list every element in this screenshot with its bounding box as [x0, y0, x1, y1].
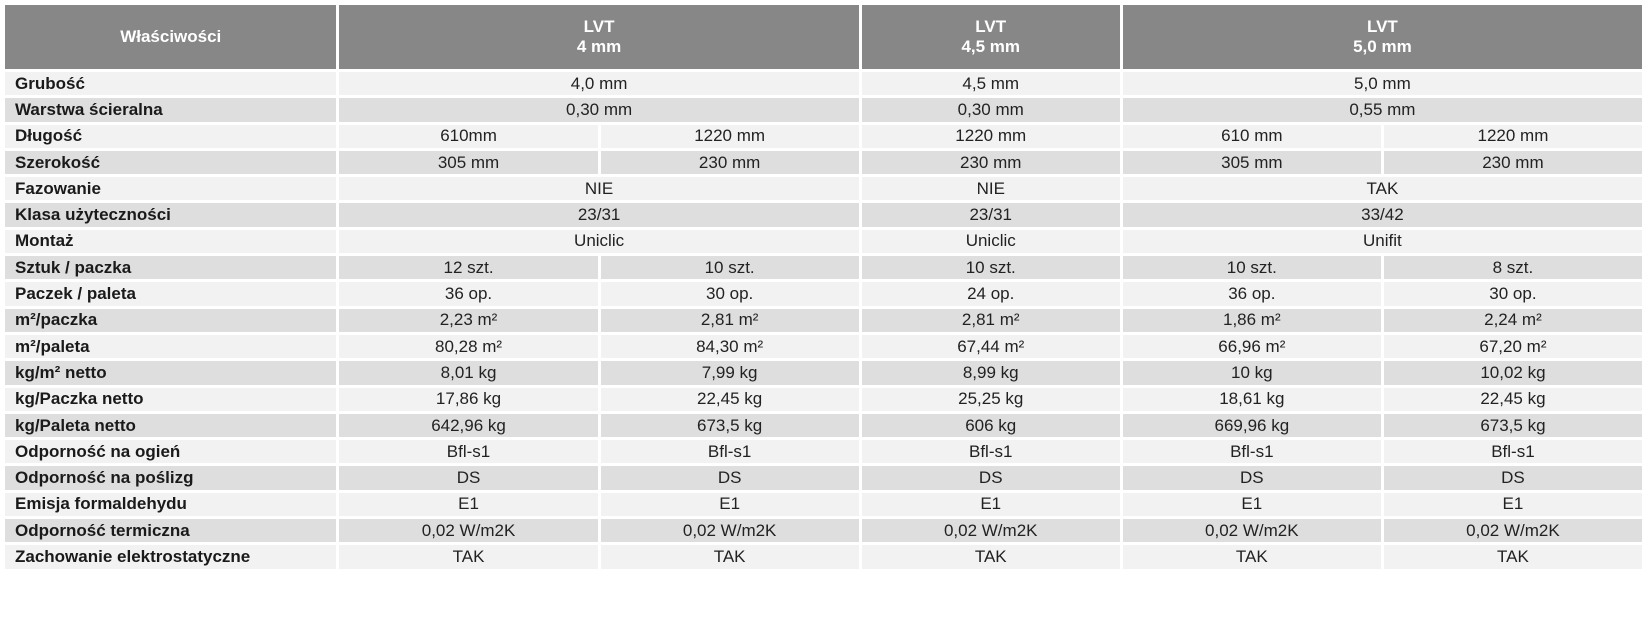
spec-table — [2, 2, 1645, 572]
row-label: Montaż — [4, 228, 338, 254]
row-label: Długość — [4, 123, 338, 149]
table-cell: 2,81 m² — [599, 307, 860, 333]
header-product-lvt-4-5mm: LVT 4,5 mm — [860, 4, 1121, 71]
table-row — [4, 123, 1644, 149]
table-cell: 17,86 kg — [338, 386, 599, 412]
table-row — [4, 386, 1644, 412]
table-cell: Uniclic — [338, 228, 860, 254]
table-cell: 8 szt. — [1382, 255, 1643, 281]
table-cell: Bfl-s1 — [860, 439, 1121, 465]
row-label: Szerokość — [4, 149, 338, 175]
table-cell: 8,99 kg — [860, 360, 1121, 386]
table-cell: NIE — [338, 176, 860, 202]
table-row — [4, 360, 1644, 386]
table-cell: 230 mm — [599, 149, 860, 175]
table-cell: 22,45 kg — [599, 386, 860, 412]
table-cell: 30 op. — [1382, 281, 1643, 307]
table-cell: 230 mm — [860, 149, 1121, 175]
header-product-lvt-5-0mm: LVT 5,0 mm — [1121, 4, 1643, 71]
table-cell: DS — [860, 465, 1121, 491]
table-cell: DS — [1382, 465, 1643, 491]
table-cell: 0,02 W/m2K — [1121, 518, 1382, 544]
table-cell: 4,5 mm — [860, 71, 1121, 97]
table-cell: 1220 mm — [860, 123, 1121, 149]
table-row — [4, 439, 1644, 465]
row-label: Odporność na ogień — [4, 439, 338, 465]
table-cell: TAK — [1121, 176, 1643, 202]
table-cell: 84,30 m² — [599, 333, 860, 359]
table-cell: 305 mm — [1121, 149, 1382, 175]
table-cell: E1 — [338, 491, 599, 517]
table-cell: 669,96 kg — [1121, 412, 1382, 438]
table-cell: 10 kg — [1121, 360, 1382, 386]
row-label: Zachowanie elektrostatyczne — [4, 544, 338, 570]
table-cell: TAK — [860, 544, 1121, 570]
table-cell: 0,02 W/m2K — [1382, 518, 1643, 544]
table-cell: TAK — [1121, 544, 1382, 570]
table-cell: 8,01 kg — [338, 360, 599, 386]
table-cell: E1 — [860, 491, 1121, 517]
table-cell: 2,23 m² — [338, 307, 599, 333]
row-label: Fazowanie — [4, 176, 338, 202]
row-label: Sztuk / paczka — [4, 255, 338, 281]
table-row — [4, 465, 1644, 491]
header-row — [4, 4, 1644, 71]
table-cell: DS — [599, 465, 860, 491]
table-cell: 0,02 W/m2K — [860, 518, 1121, 544]
table-cell: 305 mm — [338, 149, 599, 175]
row-label: Emisja formaldehydu — [4, 491, 338, 517]
table-cell: 67,20 m² — [1382, 333, 1643, 359]
table-cell: 230 mm — [1382, 149, 1643, 175]
row-label: Odporność termiczna — [4, 518, 338, 544]
table-cell: 1220 mm — [599, 123, 860, 149]
table-cell: 24 op. — [860, 281, 1121, 307]
table-cell: 1,86 m² — [1121, 307, 1382, 333]
table-cell: 2,24 m² — [1382, 307, 1643, 333]
table-cell: 4,0 mm — [338, 71, 860, 97]
table-cell: 0,02 W/m2K — [338, 518, 599, 544]
row-label: m²/paczka — [4, 307, 338, 333]
table-row — [4, 491, 1644, 517]
table-cell: E1 — [599, 491, 860, 517]
table-cell: Bfl-s1 — [1382, 439, 1643, 465]
row-label: kg/m² netto — [4, 360, 338, 386]
table-row — [4, 176, 1644, 202]
table-cell: DS — [1121, 465, 1382, 491]
table-cell: 36 op. — [1121, 281, 1382, 307]
table-row — [4, 412, 1644, 438]
table-cell: 67,44 m² — [860, 333, 1121, 359]
table-cell: TAK — [1382, 544, 1643, 570]
table-row — [4, 71, 1644, 97]
table-cell: 1220 mm — [1382, 123, 1643, 149]
table-row — [4, 202, 1644, 228]
table-cell: E1 — [1382, 491, 1643, 517]
row-label: Odporność na poślizg — [4, 465, 338, 491]
row-label: kg/Paczka netto — [4, 386, 338, 412]
table-cell: 23/31 — [338, 202, 860, 228]
table-row — [4, 518, 1644, 544]
table-row — [4, 307, 1644, 333]
table-cell: E1 — [1121, 491, 1382, 517]
table-cell: 642,96 kg — [338, 412, 599, 438]
table-row — [4, 333, 1644, 359]
table-cell: 66,96 m² — [1121, 333, 1382, 359]
table-cell: 33/42 — [1121, 202, 1643, 228]
table-row — [4, 149, 1644, 175]
table-cell: 10 szt. — [860, 255, 1121, 281]
table-cell: 36 op. — [338, 281, 599, 307]
row-label: Warstwa ścieralna — [4, 97, 338, 123]
table-cell: 25,25 kg — [860, 386, 1121, 412]
row-label: Klasa użyteczności — [4, 202, 338, 228]
table-row — [4, 228, 1644, 254]
table-cell: TAK — [599, 544, 860, 570]
table-cell: 10,02 kg — [1382, 360, 1643, 386]
table-row — [4, 544, 1644, 570]
table-cell: 12 szt. — [338, 255, 599, 281]
table-cell: Uniclic — [860, 228, 1121, 254]
table-cell: NIE — [860, 176, 1121, 202]
table-cell: 673,5 kg — [599, 412, 860, 438]
table-cell: 610mm — [338, 123, 599, 149]
table-cell: DS — [338, 465, 599, 491]
row-label: Grubość — [4, 71, 338, 97]
table-cell: Bfl-s1 — [1121, 439, 1382, 465]
table-cell: 22,45 kg — [1382, 386, 1643, 412]
table-cell: 0,02 W/m2K — [599, 518, 860, 544]
table-cell: Bfl-s1 — [599, 439, 860, 465]
table-cell: 30 op. — [599, 281, 860, 307]
table-cell: 606 kg — [860, 412, 1121, 438]
table-cell: Bfl-s1 — [338, 439, 599, 465]
row-label: m²/paleta — [4, 333, 338, 359]
table-cell: 23/31 — [860, 202, 1121, 228]
table-cell: 10 szt. — [1121, 255, 1382, 281]
table-cell: 0,55 mm — [1121, 97, 1643, 123]
table-row — [4, 281, 1644, 307]
table-cell: 0,30 mm — [860, 97, 1121, 123]
table-cell: 5,0 mm — [1121, 71, 1643, 97]
table-cell: 18,61 kg — [1121, 386, 1382, 412]
table-cell: 10 szt. — [599, 255, 860, 281]
header-product-lvt-4mm: LVT 4 mm — [338, 4, 860, 71]
table-cell: 7,99 kg — [599, 360, 860, 386]
row-label: kg/Paleta netto — [4, 412, 338, 438]
row-label: Paczek / paleta — [4, 281, 338, 307]
table-row — [4, 97, 1644, 123]
header-properties: Właściwości — [4, 4, 338, 71]
table-row — [4, 255, 1644, 281]
table-cell: Unifit — [1121, 228, 1643, 254]
table-cell: 0,30 mm — [338, 97, 860, 123]
table-cell: 80,28 m² — [338, 333, 599, 359]
table-cell: 2,81 m² — [860, 307, 1121, 333]
table-cell: 610 mm — [1121, 123, 1382, 149]
table-cell: 673,5 kg — [1382, 412, 1643, 438]
table-cell: TAK — [338, 544, 599, 570]
